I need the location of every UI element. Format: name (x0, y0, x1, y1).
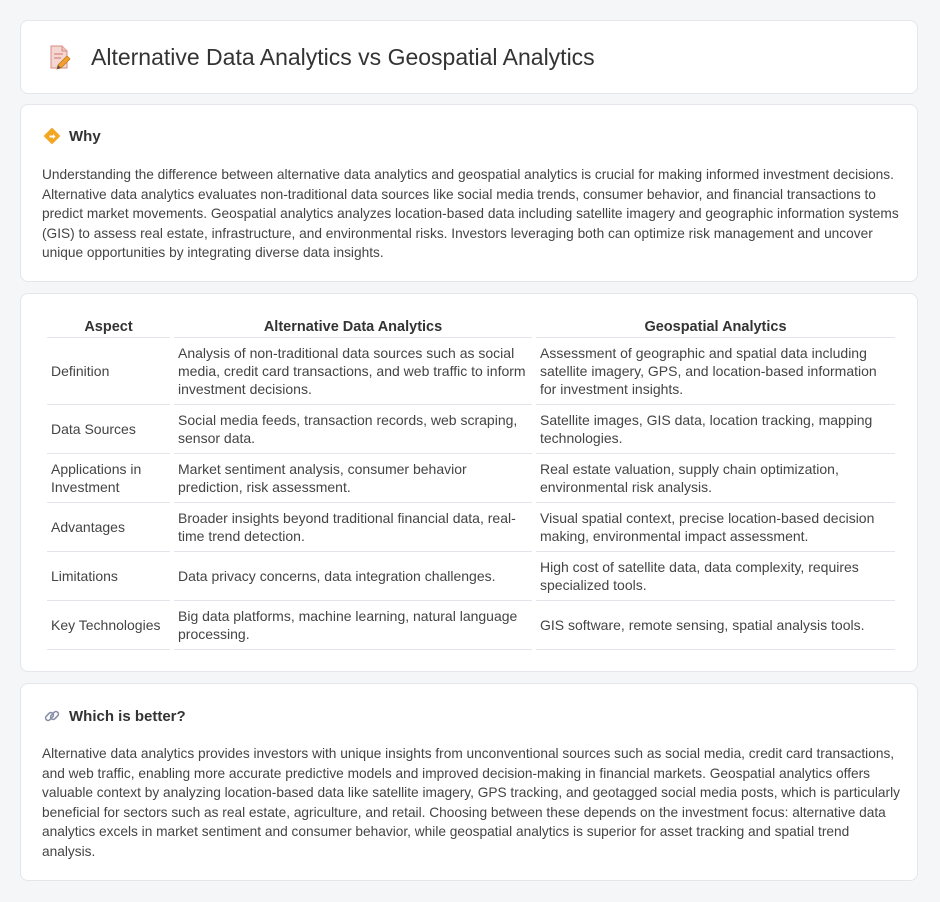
cell-aspect: Applications in Investment (47, 454, 170, 503)
which-better-heading: Which is better? (69, 707, 186, 725)
comparison-table (43, 316, 899, 650)
header-geospatial: Geospatial Analytics (536, 316, 895, 338)
title-card (20, 20, 918, 94)
table-row (47, 552, 895, 601)
which-better-card (20, 683, 918, 881)
table-row (47, 405, 895, 454)
cell-geospatial: Satellite images, GIS data, location tracking, mapping technologies. (536, 405, 895, 454)
table-row (47, 503, 895, 552)
cell-aspect: Data Sources (47, 405, 170, 454)
cell-alternative: Social media feeds, transaction records, web scraping, sensor data. (174, 405, 532, 454)
which-better-text: Alternative data analytics provides investors with unique insights from unconventional sources such as social media, credit card transactions, and web traffic, enabling more accurate predictive models and improved decision-making in financial markets. Geospatial analytics offers valuable context by analyzing location-based data like satellite imagery, GPS tracking, and geotagged social media posts, which is particularly beneficial for sectors such as real estate, agriculture, and retail. Choosing between these depends on the investment focus: alternative data analytics excels in market sentiment and consumer behavior, while geospatial analytics is superior for asset tracking and spatial trend analysis. (42, 746, 900, 859)
cell-geospatial: Real estate valuation, supply chain optimization, environmental risk analysis. (536, 454, 895, 503)
cell-geospatial: GIS software, remote sensing, spatial analysis tools. (536, 601, 895, 650)
header-alternative: Alternative Data Analytics (174, 316, 532, 338)
page-title: Alternative Data Analytics vs Geospatial Analytics (91, 43, 595, 70)
table-header-row (47, 316, 895, 338)
header-aspect: Aspect (47, 316, 170, 338)
cell-aspect: Limitations (47, 552, 170, 601)
why-text: Understanding the difference between alternative data analytics and geospatial analytics is crucial for making informed investment decisions. Alternative data analytics evaluates non-traditional data sources like social media trends, consumer behavior, and financial transactions to predict market movements. Geospatial analytics analyzes location-based data including satellite imagery and geographic information systems (GIS) to assess real estate, infrastructure, and environmental risks. Investors leveraging both can optimize risk management and uncover unique opportunities by integrating diverse data insights. (42, 167, 899, 261)
comparison-card (20, 293, 918, 672)
diamond-direction-icon (43, 127, 61, 145)
cell-geospatial: High cost of satellite data, data complexity, requires specialized tools. (536, 552, 895, 601)
why-heading: Why (69, 127, 101, 145)
table-row (47, 601, 895, 650)
cell-aspect: Definition (47, 338, 170, 405)
cell-aspect: Key Technologies (47, 601, 170, 650)
cell-aspect: Advantages (47, 503, 170, 552)
cell-alternative: Broader insights beyond traditional financial data, real-time trend detection. (174, 503, 532, 552)
why-card (20, 104, 918, 282)
cell-alternative: Market sentiment analysis, consumer behavior prediction, risk assessment. (174, 454, 532, 503)
cell-alternative: Big data platforms, machine learning, natural language processing. (174, 601, 532, 650)
cell-alternative: Analysis of non-traditional data sources such as social media, credit card transactions, and web traffic to inform investment decisions. (174, 338, 532, 405)
cell-alternative: Data privacy concerns, data integration challenges. (174, 552, 532, 601)
link-icon (43, 707, 61, 725)
cell-geospatial: Visual spatial context, precise location-based decision making, environmental impact assessment. (536, 503, 895, 552)
document-pencil-icon (45, 43, 73, 71)
table-row (47, 338, 895, 405)
cell-geospatial: Assessment of geographic and spatial data including satellite imagery, GPS, and location-based information for investment insights. (536, 338, 895, 405)
table-row (47, 454, 895, 503)
